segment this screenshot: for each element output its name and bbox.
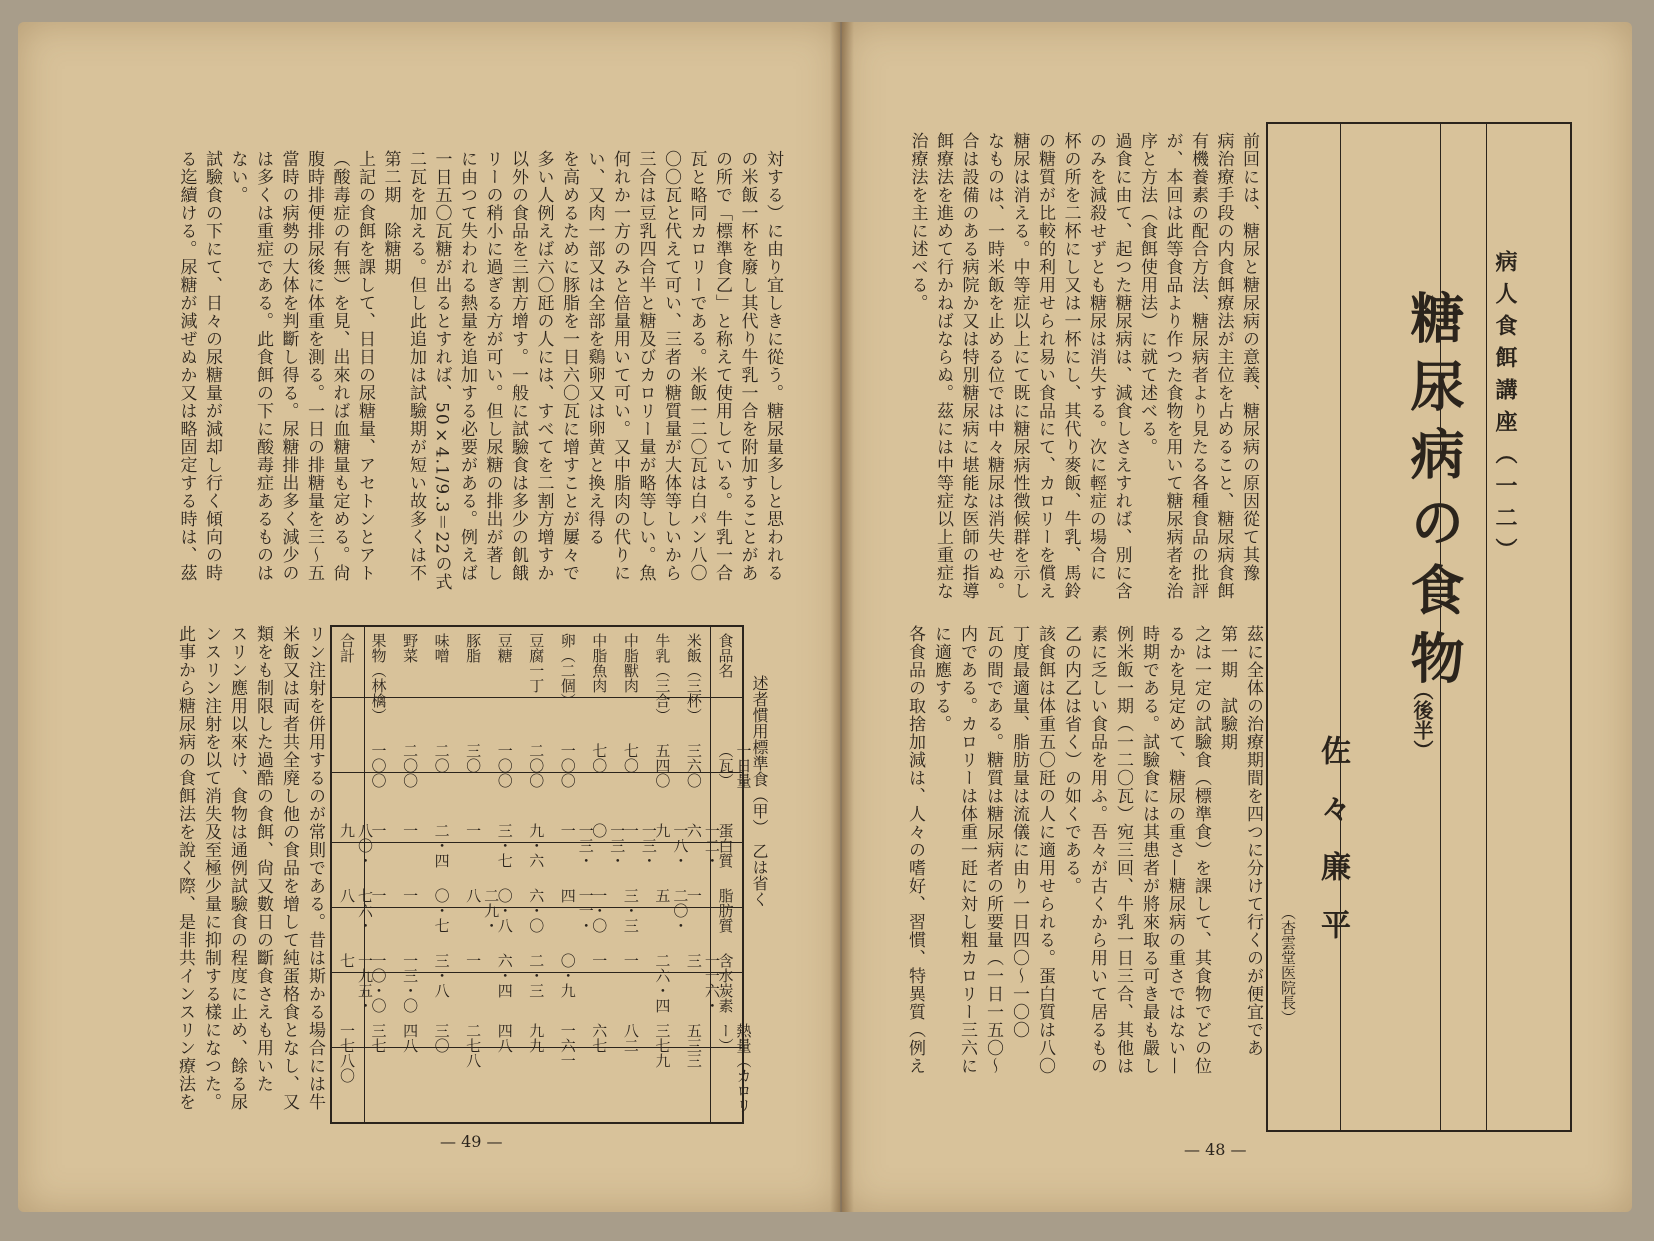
table-cell: 六・四 — [495, 953, 514, 998]
text-column: リン注射を併用するのが常則である。昔は斯かる場合には牛 — [305, 625, 325, 1111]
table-cell: 一三・〇 — [590, 823, 627, 868]
text-column: 例米飯一期（一二〇瓦）宛三回、牛乳一日三合、其他は — [1113, 625, 1133, 1075]
text-column: 瓦の間である。糖質は糖尿病者の所要量（一日一五〇～ — [983, 625, 1003, 1075]
table-cell: 中脂魚肉 — [590, 633, 609, 693]
series-title: 病人食餌講座（一二） — [1492, 250, 1518, 570]
table-cell: 一〇〇 — [369, 743, 388, 788]
text-column: るかを見定めて、糖尿の重さ—糖尿病の重さではない— — [1165, 625, 1185, 1075]
table-cell: 一七八〇 — [338, 1023, 356, 1083]
table-cell: 三・七 — [495, 823, 514, 868]
text-column: 序と方法（食餌使用法）に就て述べる。 — [1137, 132, 1157, 456]
table-cell: 三七 — [369, 1023, 388, 1053]
table-header-cell: 脂肪質 — [716, 888, 735, 933]
text-column: 〇〇瓦と代えて可い、三者の糖質量が大体等しいから — [661, 150, 681, 582]
table-cell: 中脂獸肉 — [621, 633, 640, 693]
table-cell: 四八 — [495, 1023, 514, 1053]
table-cell: 一 — [369, 823, 388, 838]
text-column: る迄續ける。尿糖が減ぜぬか又は略固定する時は、茲 — [176, 150, 197, 582]
table-cell: 果物（林檎） — [369, 633, 388, 723]
table-cell: 豆糖 — [495, 633, 514, 663]
table-cell: 七〇 — [621, 743, 640, 773]
text-column: 一日五〇瓦糖が出るとすれば、50×4.1/9.3＝22の式 — [431, 150, 452, 592]
table-cell: 一三・一 — [621, 823, 658, 868]
text-column: 杯の所を二杯にし又は一杯にし、其代り麥飯、牛乳、馬鈴 — [1060, 132, 1081, 600]
table-cell: 一三・一 — [558, 823, 595, 868]
text-column: 以外の食品を三割方增す。一般に試驗食は多少の飢餓 — [508, 150, 528, 582]
text-column: 治療法を主に述べる。 — [907, 132, 928, 312]
table-cell: 一 — [464, 953, 483, 968]
table-cell: 味噌 — [432, 633, 451, 663]
text-column: 乙の内乙は省く）の如くである。 — [1061, 625, 1081, 895]
author-affiliation: （杏雲堂医院長） — [1279, 905, 1297, 1025]
text-column: 之は一定の試驗食（標準食）を課して、其食物でどの位 — [1191, 625, 1211, 1075]
text-column: 病治療手段の内食餌療法が主位を占めること、糖尿病食餌 — [1213, 132, 1234, 600]
text-column: スリン應用以來け、食物は通例試驗食の程度に止め、餘る尿 — [227, 625, 247, 1111]
table-cell: 一九五・七 — [338, 953, 374, 1013]
table-cell: 一八・九 — [653, 823, 690, 868]
table-cell: 一 — [401, 823, 420, 838]
text-column: に適應する。 — [931, 625, 951, 733]
article-title: 糖尿病の食物 — [1402, 290, 1466, 698]
table-cell: 一 — [684, 888, 703, 903]
table-cell: 四八 — [401, 1023, 420, 1053]
table-cell: 五四〇 — [653, 743, 672, 788]
table-cell: 二・四 — [432, 823, 451, 868]
table-cell: 九・六 — [527, 823, 546, 868]
text-column: が、本回は此等食品より作つた食物を用いて糖尿病者を治 — [1162, 132, 1183, 600]
table-cell: 二〇・五 — [653, 888, 690, 933]
table-cell: 一三・〇 — [401, 953, 420, 1013]
text-column: 糖尿は消える。中等症以上にて既に糖尿病性徴候群を示し — [1009, 132, 1030, 600]
text-column: 二瓦を加える。但し此追加は試驗期が短い故多くは不 — [406, 150, 426, 582]
table-cell: 〇・七 — [432, 888, 451, 933]
text-column: の所で「標準食乙」と称えて使用している。牛乳一合 — [712, 150, 732, 582]
text-column: ンスリン注射を以て消失及至極少量に抑制する樣になつた。 — [201, 625, 221, 1111]
text-column: い、又肉一部又は全部を鷄卵又は卵黄と換え得る — [584, 150, 605, 546]
text-column: リーの稍小に過ぎる方が可い。但し尿糖の排出が著し — [482, 150, 503, 582]
table-cell: 九九 — [527, 1023, 546, 1053]
text-column: 何れか一方のみと倍量用いて可い。又中脂肉の代りに — [610, 150, 630, 582]
text-column: 餌療法を進めて行かねばならぬ。茲には中等症以上重症な — [933, 132, 953, 600]
table-cell: 一 — [590, 953, 609, 968]
text-column: 対する）に由り宜しきに從う。糖尿量多しと思われる — [763, 150, 783, 582]
text-column: 茲に全体の治療期間を四つに分けて行くのが便宜であ — [1243, 625, 1263, 1057]
text-column: 前回には、糖尿と糖尿病の意義、糖尿病の原因從て其豫 — [1239, 132, 1259, 582]
table-cell: 一 — [621, 953, 640, 968]
table-caption: 述者慣用標準食（甲） 乙は省く — [750, 675, 769, 907]
table-cell: 二〇 — [432, 743, 451, 773]
text-column: 此事から糖尿病の食餌法を說く際、是非共インスリン療法を — [175, 625, 195, 1111]
text-column: 合は設備のある病院か又は特別糖尿病に堪能な医師の指導 — [958, 132, 979, 600]
table-cell: 〇・八 — [495, 888, 514, 933]
text-column: 瓦と略同カロリーである。米飯一二〇瓦は白パン八〇 — [686, 150, 707, 582]
text-column: 内である。カロリーは体重一瓩に対し粗カロリー三六に — [957, 625, 977, 1075]
table-cell: 二六・四 — [653, 953, 672, 1013]
text-column: の米飯一杯を廢し其代り牛乳一合を附加することがあ — [737, 150, 758, 582]
table-cell: 三〇 — [432, 1023, 451, 1053]
text-column: 過食に由て、起つた糖尿病は、減食しさえすれば、別に含 — [1111, 132, 1132, 600]
text-column: のみを減殺せずとも糖尿は消失する。次に輕症の場合に — [1086, 132, 1106, 582]
table-cell: 二九・八 — [464, 888, 501, 933]
text-column: 腹時排便排尿後に体重を測る。一日の排糖量を三～五 — [304, 150, 324, 582]
table-cell: 三六〇 — [684, 743, 703, 788]
table-cell: 米飯（三杯） — [684, 633, 703, 723]
text-column: 米飯又は両者共全廃し他の食品を增して純蛋格食となし、又 — [279, 625, 299, 1111]
text-column: に由つて失われる熱量を追加する必要がある。例えば — [457, 150, 477, 582]
author-name: 佐々廉平 — [1315, 735, 1350, 967]
page-number-left: — 49 — — [440, 1132, 503, 1151]
table-cell: 一 — [401, 888, 420, 903]
table-cell: 一 — [369, 888, 388, 903]
table-header-cell: 食品名 — [716, 633, 735, 678]
table-cell: 一〇・〇 — [369, 953, 388, 1013]
table-cell: 一 — [464, 823, 483, 838]
table-cell: 三〇 — [464, 743, 483, 773]
table-cell: 豆腐一丁 — [527, 633, 546, 693]
table-cell: 七六・八 — [338, 888, 374, 933]
table-cell: 三七九 — [653, 1023, 672, 1068]
text-column: の糖質が比較的利用せられ易い食品にて、カロリーを償え — [1035, 132, 1055, 600]
table-cell: 八〇・九 — [338, 823, 374, 868]
table-cell: 八二 — [621, 1023, 640, 1053]
text-column: 多い人例えば六〇瓩の人には、すべてを二割方增すか — [533, 150, 554, 582]
table-cell: 三・八 — [432, 953, 451, 998]
table-cell: 一〇〇 — [558, 743, 577, 788]
table-cell: 一一・四 — [558, 888, 595, 933]
table-cell: 一六一 — [558, 1023, 577, 1068]
table-cell: 一〇〇 — [495, 743, 514, 788]
text-column: 各食品の取捨加減は、人々の嗜好、習慣、特異質（例え — [905, 625, 925, 1075]
table-cell: 六七 — [590, 1023, 609, 1053]
table-cell: 三・三 — [621, 888, 640, 933]
table-cell: 六・〇 — [527, 888, 546, 933]
text-column: 素に乏しい食品を用ふ。吾々が古くから用いて居るもの — [1087, 625, 1107, 1075]
text-column: 丁度最適量、脂肪量は流儀に由り一日四〇～一〇〇 — [1009, 625, 1029, 1039]
table-cell: 牛乳（三合） — [653, 633, 672, 723]
table-header-cell: 含水炭素 — [716, 953, 735, 1013]
standard-diet-table — [330, 625, 753, 1124]
table-header-cell: 熱量（カロリー） — [716, 1023, 753, 1113]
text-column: なものは、一時米飯を止める位では中々糖尿は消失せぬ。 — [984, 132, 1004, 600]
text-column: ない。 — [227, 150, 248, 204]
text-column: 試驗食の下にて、日々の尿糖量が減却し行く傾向の時 — [202, 150, 222, 582]
table-header-cell: 一日量（瓦） — [716, 743, 753, 788]
text-column: 有機養素の配合方法、糖尿病者より見たる各種食品の批評 — [1188, 132, 1208, 600]
table-cell: 二七八 — [464, 1023, 483, 1068]
text-column: 當時の病勢の大体を判斷し得る。尿糖排出多く減少の — [278, 150, 299, 582]
text-column: は多くは重症である。此食餌の下に酸毒症あるものは — [253, 150, 273, 582]
book-gutter — [830, 22, 854, 1212]
table-cell: 卵（二個） — [558, 633, 577, 708]
text-column: 上記の食餌を課して、日日の尿糖量、アセトンとアト — [355, 150, 375, 582]
text-column: 三合は豆乳四合半と糖及びカロリー量が略等しい。魚 — [635, 150, 656, 582]
text-column: 該食餌は体重五〇瓩の人に適用せられる。蛋白質は八〇 — [1035, 625, 1055, 1075]
table-cell: 一・〇 — [590, 888, 609, 933]
table-cell: 二〇〇 — [401, 743, 420, 788]
text-column: 時期である。試驗食には其患者が將來取る可き最も嚴し — [1139, 625, 1159, 1075]
table-cell: 野菜 — [401, 633, 420, 663]
table-cell: 二・三 — [527, 953, 546, 998]
text-column: 類をも制限した過酷の食餌、尙又數日の斷食さえも用いた — [253, 625, 273, 1093]
table-cell: 〇・九 — [558, 953, 577, 998]
article-subtitle: （後半） — [1410, 680, 1434, 760]
table-cell: 七〇 — [590, 743, 609, 773]
text-column: （酸毒症の有無）を見、出來れば血糖量も定める。尙 — [329, 150, 350, 582]
text-column: を高めるために豚脂を一日六〇瓦に增すことが屢々で — [559, 150, 579, 582]
table-cell: 合計 — [338, 633, 356, 663]
page-number-right: — 48 — — [1184, 1140, 1247, 1159]
table-cell: 一二・六 — [684, 823, 721, 868]
table-cell: 豚脂 — [464, 633, 483, 663]
table-cell: 五三三 — [684, 1023, 703, 1068]
table-header-cell: 蛋白質 — [716, 823, 735, 868]
text-column: 第一期 試驗期 — [1217, 625, 1237, 751]
text-column: 第二期 除糖期 — [380, 150, 401, 276]
table-cell: 二〇〇 — [527, 743, 546, 788]
table-cell: 一一六・三 — [684, 953, 721, 1013]
